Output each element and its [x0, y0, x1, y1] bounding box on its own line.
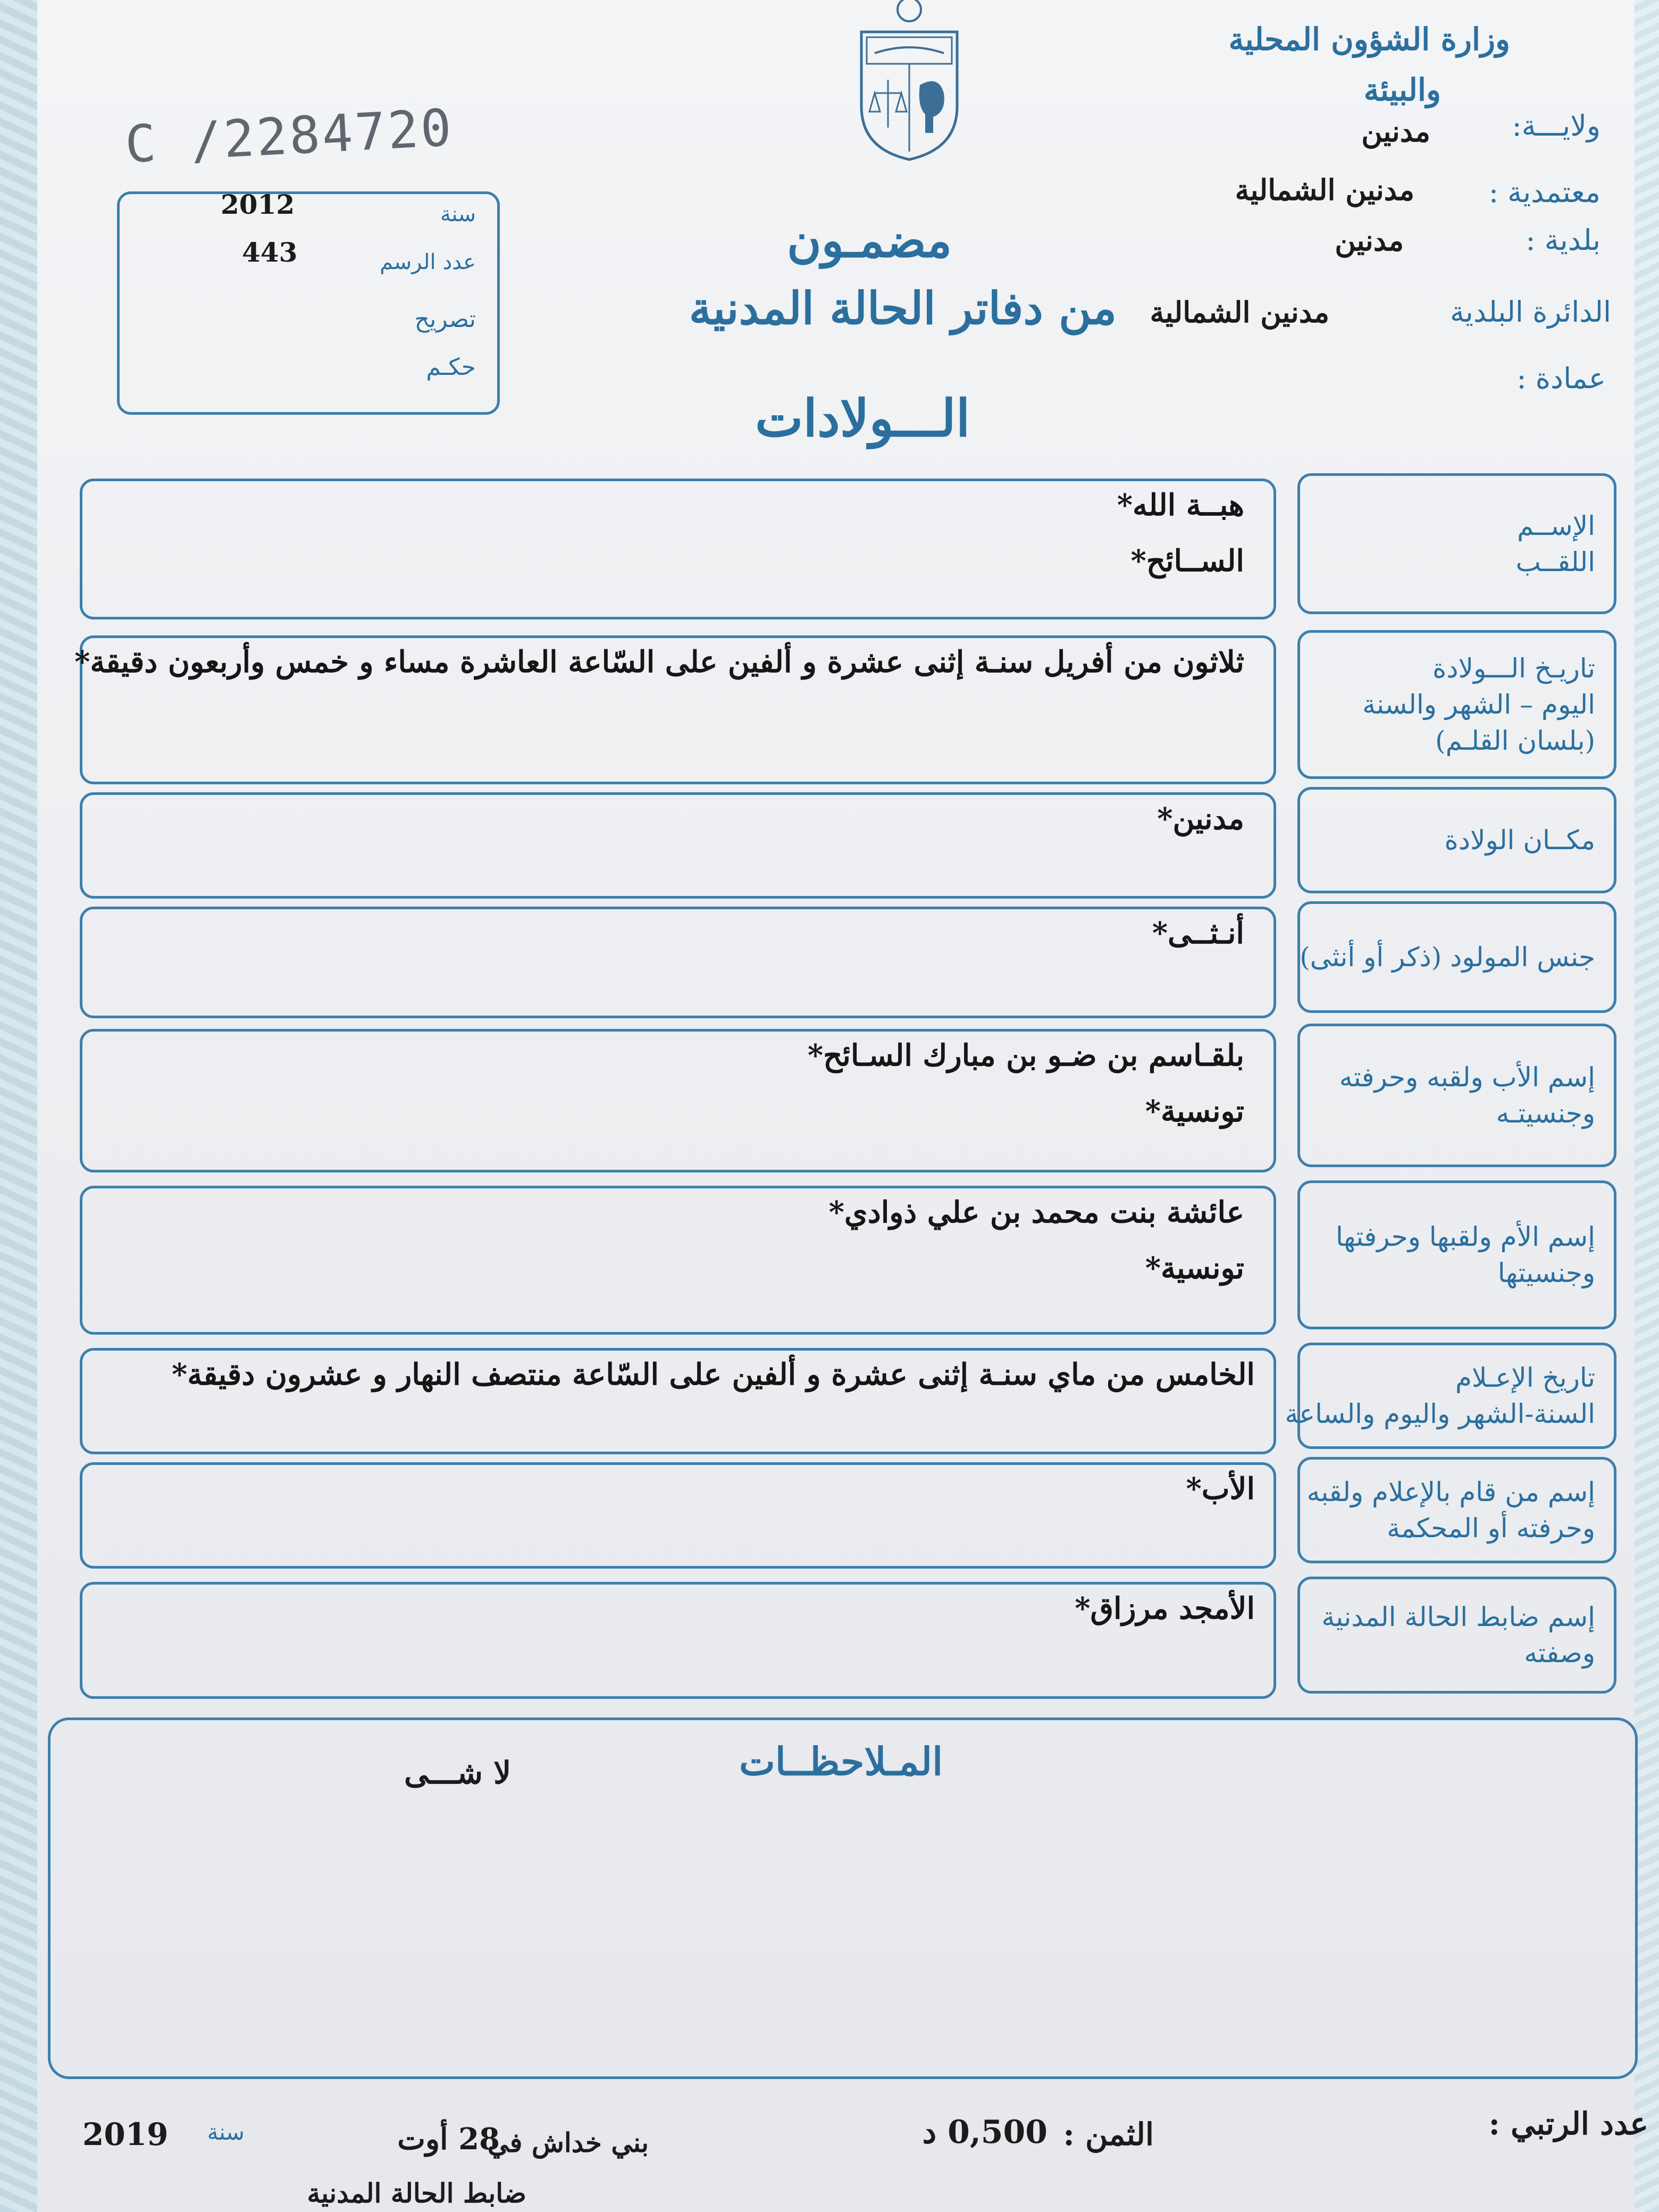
baladia-value: مدنين — [1335, 223, 1404, 257]
field-value: الأب* — [1186, 1471, 1255, 1506]
field-label: تاريـخ الـــولادة — [1432, 653, 1595, 684]
serial-number: C /2284720 — [123, 97, 455, 175]
field-label: جنس المولود (ذكر أو أنثى) — [1300, 942, 1595, 973]
field-value: الأمجد مرزاق* — [1075, 1591, 1255, 1626]
field-label: السنة-الشهر واليوم والساعة — [1285, 1398, 1595, 1429]
ministry-name-line2: والبيئة — [1363, 72, 1441, 108]
footer-serial-label: عدد الرتبي : — [1488, 2106, 1648, 2142]
registry-year-value: 2012 — [221, 189, 295, 220]
wilaya-value: مدنين — [1361, 114, 1430, 148]
field-value: مدنين* — [1157, 801, 1244, 836]
field-value-box — [80, 479, 1276, 619]
field-value: ثلاثون من أفريل سنـة إثنى عشرة و ألفين على السّاعة العاشرة مساء و خمس وأربعون دقيقة* — [74, 644, 1244, 680]
field-label: إسم من قام بالإعلام ولقبه — [1306, 1477, 1595, 1507]
field-label: مكــان الولادة — [1444, 825, 1595, 856]
coat-of-arms-emblem — [845, 0, 973, 165]
registry-year-label: سنة — [440, 202, 476, 227]
daira-label: الدائرة البلدية — [1449, 295, 1611, 329]
daira-value: مدنين الشمالية — [1150, 295, 1329, 329]
title-madmoun: مضمـون — [787, 213, 952, 268]
field-value: أنـثــى* — [1152, 916, 1244, 951]
field-label: إسم الأم ولقبها وحرفتها — [1335, 1221, 1595, 1252]
registry-judgment-label: حكـم — [426, 354, 476, 381]
field-label: تاريخ الإعـلام — [1455, 1362, 1595, 1393]
field-label: (بلسان القلـم) — [1435, 725, 1595, 756]
footer-officer: ضابط الحالة المدنية — [307, 2177, 526, 2209]
field-value-box — [80, 792, 1276, 899]
footer-year-label: سنة — [207, 2119, 245, 2145]
wilaya-label: ولايـــة: — [1512, 109, 1601, 143]
field-label: اليوم – الشهر والسنة — [1362, 689, 1595, 720]
registry-number-value: 443 — [242, 237, 298, 268]
field-value-box — [80, 907, 1276, 1018]
omada-label: عمادة : — [1516, 362, 1606, 395]
field-label: وصفته — [1524, 1638, 1595, 1669]
notes-value: لا شـــى — [404, 1755, 512, 1791]
field-value: الســائح* — [1130, 543, 1244, 579]
footer-place: بني خداش في — [487, 2127, 649, 2158]
field-label: الإســم — [1517, 510, 1595, 541]
field-label: إسم ضابط الحالة المدنية — [1321, 1602, 1595, 1632]
field-label: إسم الأب ولقبه وحرفته — [1339, 1062, 1595, 1093]
right-security-border — [1635, 0, 1659, 2212]
field-value: تونسية* — [1145, 1251, 1244, 1286]
registry-number-label: عدد الرسم — [380, 250, 476, 274]
motamadia-value: مدنين الشمالية — [1235, 173, 1414, 207]
field-label: وحرفته أو المحكمة — [1387, 1513, 1595, 1544]
notes-title: المـلاحظــات — [739, 1739, 943, 1784]
footer-year-value: 2019 — [82, 2116, 169, 2152]
footer-date: 28 أوت — [397, 2122, 500, 2157]
field-value: تونسية* — [1145, 1094, 1244, 1129]
motamadia-label: معتمدية : — [1488, 175, 1601, 209]
title-births: الـــولادات — [755, 388, 970, 448]
registry-declaration-label: تصريح — [414, 306, 476, 333]
field-label: وجنسيتـه — [1496, 1098, 1595, 1129]
field-value: هبــة الله* — [1117, 488, 1244, 523]
left-security-border — [0, 0, 37, 2212]
ministry-name: وزارة الشؤون المحلية — [1228, 21, 1510, 57]
footer-price-label: الثمن : — [1063, 2116, 1154, 2152]
field-value: بلقـاسم بن ضـو بن مبارك السـائح* — [807, 1038, 1244, 1073]
field-value-box — [80, 1462, 1276, 1569]
field-value: الخامس من ماي سنـة إثنى عشرة و ألفين على السّاعة منتصف النهار و عشرون دقيقة* — [172, 1357, 1255, 1392]
field-label: وجنسيتها — [1497, 1258, 1595, 1288]
field-value: عائشة بنت محمد بن علي ذوادي* — [828, 1195, 1244, 1230]
field-label: اللقــب — [1515, 546, 1595, 577]
footer-price-value: 0,500 د — [922, 2114, 1048, 2151]
baladia-label: بلدية : — [1526, 223, 1601, 257]
title-registers: من دفاتر الحالة المدنية — [689, 282, 1117, 334]
